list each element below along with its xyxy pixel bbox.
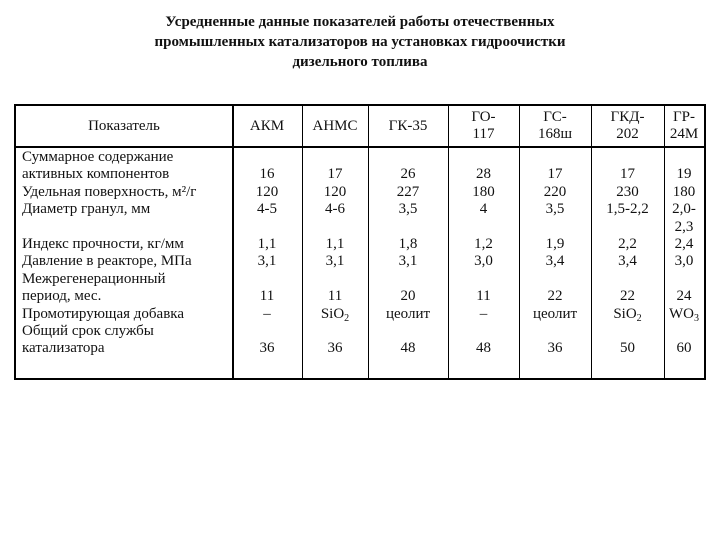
row-label: Удельная поверхность, м²/г (22, 183, 197, 200)
column-values (519, 149, 591, 358)
column-header-line: ГО- (471, 109, 496, 125)
column-header-line: ГК-35 (388, 117, 428, 134)
table-cell: 26 (400, 166, 416, 183)
table-cell: цеолит (385, 305, 431, 322)
table-cell: 3,0 (674, 253, 694, 270)
table-cell: 3,1 (257, 253, 277, 270)
table-cell: 2,4 (674, 235, 694, 252)
table-cell: 11 (259, 288, 275, 305)
row-label: Индекс прочности, кг/мм (22, 235, 184, 252)
table-cell (591, 323, 664, 340)
table-cell (448, 323, 519, 340)
row-label: Межрегенерационный (22, 270, 166, 287)
table-cell (591, 271, 664, 288)
column-header-line: 24М (669, 126, 699, 142)
table-cell (368, 323, 448, 340)
table-cell: 48 (476, 340, 491, 357)
column-header (232, 106, 302, 146)
table-cell: 2,2 (618, 235, 637, 252)
table-cell: 1,2 (474, 235, 493, 252)
table-cell (448, 219, 519, 236)
table-cell: 11 (476, 288, 491, 305)
table-cell: 19 (676, 166, 692, 183)
column-header-line: ГР- (672, 109, 695, 125)
title-line-2: промышленных катализаторов на установках гидроочистки (154, 34, 566, 50)
table-cell: SiO$_2$ (613, 305, 642, 324)
column-header-line: ГС- (543, 109, 567, 125)
table-cell (519, 271, 591, 288)
column-header-line: 168ш (537, 126, 573, 142)
table-cell (302, 323, 368, 340)
table-cell (368, 219, 448, 236)
table-cell: – (479, 305, 488, 322)
row-label: активных компонентов (22, 166, 170, 183)
table-cell: 48 (400, 340, 416, 357)
table-cell: 3,5 (398, 201, 418, 218)
column-header-line: 202 (616, 126, 639, 142)
table-cell: 2,3 (674, 218, 694, 235)
column-values (302, 149, 368, 358)
table-cell: цеолит (532, 305, 578, 322)
row-label: Суммарное содержание (22, 149, 174, 165)
table-cell: 4 (479, 201, 488, 218)
table-cell: 36 (547, 340, 563, 357)
table-cell (368, 149, 448, 166)
table-cell (448, 149, 519, 166)
table-cell (519, 149, 591, 166)
table-cell: 20 (400, 288, 416, 305)
row-label: катализатора (22, 340, 105, 357)
column-header-line: 117 (472, 126, 495, 142)
column-header (664, 106, 704, 146)
table-cell: 1,9 (545, 235, 565, 252)
table-cell (591, 219, 664, 236)
row-label: Диаметр гранул, мм (22, 201, 151, 218)
table-cell: 22 (547, 288, 563, 305)
table-cell: 180 (472, 183, 495, 200)
table-cell (591, 149, 664, 166)
table-cell: 36 (327, 340, 343, 357)
table-cell: 180 (672, 183, 696, 200)
param-header-text: Показатель (88, 117, 160, 134)
column-values (368, 149, 448, 358)
table-cell: 2,0- (672, 201, 696, 218)
table-cell: 3,4 (618, 253, 637, 270)
table-cell (664, 323, 704, 340)
table-cell (368, 271, 448, 288)
table-cell: 1,1 (325, 235, 345, 252)
column-header (448, 106, 519, 146)
table-cell (302, 149, 368, 166)
column-values (591, 149, 664, 358)
table-cell: 28 (476, 166, 491, 183)
table-cell: 3,4 (545, 253, 565, 270)
table-cell: 36 (259, 340, 275, 357)
table-cell: 4-6 (325, 201, 345, 218)
param-header (16, 106, 232, 146)
table-cell: 11 (327, 288, 343, 305)
table-cell: 17 (547, 166, 563, 183)
table-cell: 50 (620, 340, 635, 357)
table-cell (664, 271, 704, 288)
table-cell: 230 (616, 183, 639, 200)
table-cell: 227 (396, 183, 420, 200)
table-cell (232, 323, 302, 340)
table-cell: 60 (676, 340, 692, 357)
row-label: период, мес. (22, 288, 102, 305)
table-cell (519, 323, 591, 340)
table-cell: 1,8 (398, 235, 418, 252)
table-cell: 220 (543, 183, 567, 200)
table-cell: 24 (676, 288, 692, 305)
subscript: 2 (636, 312, 642, 324)
column-header (302, 106, 368, 146)
table-cell: $WO_3$ (669, 305, 699, 324)
column-header (368, 106, 448, 146)
table-cell: 16 (259, 166, 275, 183)
subscript: 3 (694, 312, 699, 324)
row-label: Давление в реакторе, МПа (22, 253, 192, 270)
table-cell: – (263, 305, 271, 322)
column-values (448, 149, 519, 358)
table-cell: 120 (255, 183, 279, 200)
table-cell (302, 219, 368, 236)
column-values (664, 149, 704, 358)
table-cell: 3,1 (325, 253, 345, 270)
table-cell: 120 (323, 183, 347, 200)
table-cell (519, 219, 591, 236)
table-cell (232, 149, 302, 166)
table-cell: 3,5 (545, 201, 565, 218)
table-cell (448, 271, 519, 288)
row-label: Общий срок службы (22, 322, 154, 339)
document-title (60, 12, 660, 72)
subscript: 2 (344, 312, 350, 324)
table-cell: 3,1 (398, 253, 418, 270)
title-line-3: дизельного топлива (292, 54, 428, 70)
catalyst-table (14, 104, 706, 380)
table-cell: 1,1 (257, 235, 277, 252)
row-labels (22, 149, 232, 358)
header-divider (16, 146, 704, 148)
column-header-line: АНМС (312, 117, 358, 134)
table-cell: 17 (620, 166, 635, 183)
title-line-1: Усредненные данные показателей работы отечественных (165, 14, 555, 30)
column-header-line: ГКД- (610, 109, 645, 125)
table-cell: SiO$_2$ (320, 305, 350, 324)
table-cell: 17 (327, 166, 343, 183)
column-values (232, 149, 302, 358)
table-cell: 22 (620, 288, 635, 305)
table-cell (302, 271, 368, 288)
column-header-line: АКМ (249, 117, 285, 134)
row-label (22, 219, 232, 236)
column-header (591, 106, 664, 146)
table-cell (232, 219, 302, 236)
table-cell: 1,5-2,2 (606, 201, 649, 218)
table-cell (232, 271, 302, 288)
row-label: Промотирующая добавка (22, 305, 185, 322)
table-cell (664, 149, 704, 166)
table-cell: 4-5 (257, 201, 277, 218)
column-header (519, 106, 591, 146)
table-cell: 3,0 (474, 253, 493, 270)
